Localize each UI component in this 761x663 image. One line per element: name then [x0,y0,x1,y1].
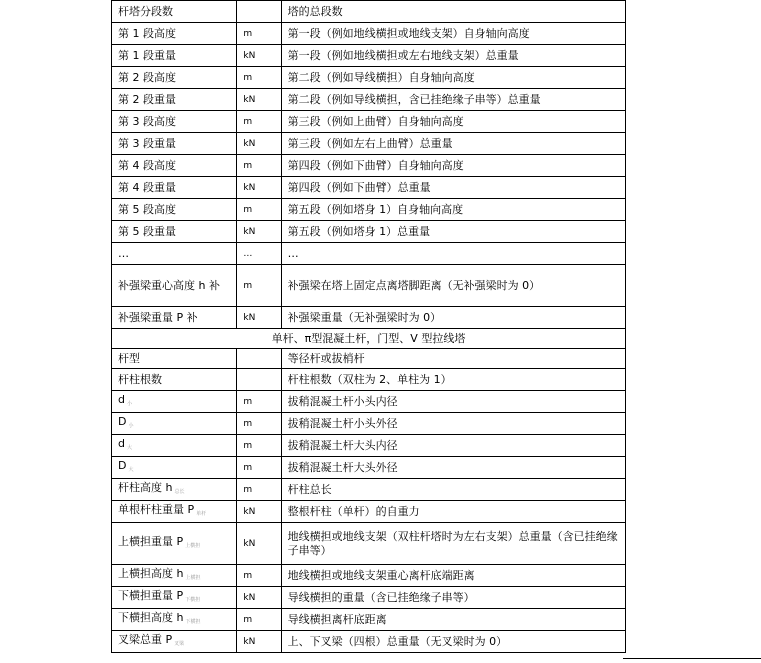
param-unit: m [237,565,281,587]
param-name-cell [112,369,237,391]
param-unit: m [237,111,281,133]
param-unit: m [237,67,281,89]
param-unit: kN [237,523,281,565]
table-row [112,243,626,265]
table-row [112,479,626,501]
table-row [112,177,626,199]
param-name: 杆型 [118,351,140,365]
param-name: 第 5 段重量 [118,224,176,238]
param-description: 塔的总段数 [281,1,625,23]
table-row [112,391,626,413]
param-subscript: 上横担 [185,574,201,581]
param-description: 拔稍混凝土杆大头外径 [281,457,625,479]
param-unit: m [237,23,281,45]
table-row [112,457,626,479]
param-name: D [118,458,127,472]
param-unit: m [237,413,281,435]
param-name-cell [112,523,237,565]
param-name: 杆塔分段数 [118,4,173,18]
param-description: 补强梁重量（无补强梁时为 0） [281,307,625,329]
table-row [112,587,626,609]
param-subscript: 叉梁 [174,640,185,647]
param-name-cell [112,587,237,609]
param-description: 第四段（例如下曲臂）总重量 [281,177,625,199]
param-name-cell [112,221,237,243]
param-name: 上横担重量 P [118,534,184,548]
table-row [112,45,626,67]
param-description: 第五段（例如塔身 1）自身轴向高度 [281,199,625,221]
param-subscript: 大 [126,444,132,451]
param-name-cell [112,435,237,457]
param-name: 第 2 段重量 [118,92,176,106]
table-row [112,609,626,631]
param-description: 第四段（例如下曲臂）自身轴向高度 [281,155,625,177]
param-name: 下横担重量 P [118,588,184,602]
table-row [112,23,626,45]
param-description: 杆柱总长 [281,479,625,501]
section-heading-row [112,329,626,349]
param-name-cell [112,609,237,631]
param-description: 拔稍混凝土杆大头内径 [281,435,625,457]
param-name-cell [112,307,237,329]
table-row [112,89,626,111]
param-subscript: 大 [128,466,134,473]
param-subscript: 下横担 [185,596,201,603]
table-row [112,565,626,587]
param-subscript: 上横担 [185,542,201,549]
table-row [112,111,626,133]
param-unit: m [237,435,281,457]
param-name-cell [112,243,237,265]
param-name: d [118,436,125,450]
param-name-cell [112,177,237,199]
param-subscript: 下横担 [185,618,201,625]
param-unit: kN [237,45,281,67]
param-name-cell [112,265,237,307]
param-description: … [281,243,625,265]
param-name: D [118,414,127,428]
param-name: 第 3 段重量 [118,136,176,150]
param-unit: m [237,479,281,501]
table-row [112,133,626,155]
param-name: … [118,246,129,260]
table-row [112,199,626,221]
param-unit: m [237,265,281,307]
param-unit: m [237,199,281,221]
param-name-cell [112,89,237,111]
table-row [112,435,626,457]
param-subscript: 单杆 [196,510,207,517]
param-name: 叉梁总重 P [118,632,173,646]
table-row [112,501,626,523]
param-unit: kN [237,133,281,155]
param-name-cell [112,565,237,587]
param-description: 第三段（例如左右上曲臂）总重量 [281,133,625,155]
table-row [112,307,626,329]
param-name: 第 1 段高度 [118,26,176,40]
param-description: 第二段（例如导线横担）自身轴向高度 [281,67,625,89]
section-heading: 单杆、π型混凝土杆，门型、V 型拉线塔 [112,329,626,349]
param-name: 第 4 段高度 [118,158,176,172]
parameter-table [111,0,626,653]
param-description: 导线横担的重量（含已挂绝缘子串等） [281,587,625,609]
param-name-cell [112,111,237,133]
param-subscript: 小 [128,422,134,429]
param-name: 补强梁重量 P 补 [118,310,198,324]
table-row [112,1,626,23]
param-name-cell [112,501,237,523]
table-row [112,349,626,369]
param-unit: m [237,609,281,631]
param-description: 导线横担离杆底距离 [281,609,625,631]
table-row [112,523,626,565]
param-description: 拔稍混凝土杆小头内径 [281,391,625,413]
param-name-cell [112,45,237,67]
table-row [112,369,626,391]
param-name-cell [112,67,237,89]
param-description: 整根杆柱（单杆）的自重力 [281,501,625,523]
table-body [112,1,626,653]
param-name-cell [112,391,237,413]
param-name-cell [112,631,237,653]
bottom-rule [623,658,761,659]
param-name-cell [112,479,237,501]
table-row [112,413,626,435]
param-description: 上、下叉梁（四根）总重量（无叉梁时为 0） [281,631,625,653]
param-unit [237,349,281,369]
param-unit: kN [237,177,281,199]
param-unit: kN [237,501,281,523]
table-row [112,221,626,243]
table-row [112,67,626,89]
param-name: 上横担高度 h [118,566,184,580]
param-unit: kN [237,221,281,243]
param-description: 拔稍混凝土杆小头外径 [281,413,625,435]
param-unit: m [237,457,281,479]
param-name: 第 5 段高度 [118,202,176,216]
param-unit: m [237,155,281,177]
param-name: 第 1 段重量 [118,48,176,62]
param-name: 杆柱高度 h [118,480,173,494]
param-name-cell [112,133,237,155]
param-unit: m [237,391,281,413]
param-name-cell [112,457,237,479]
param-description: 补强梁在塔上固定点离塔脚距离（无补强梁时为 0） [281,265,625,307]
param-unit: kN [237,587,281,609]
param-name-cell [112,155,237,177]
param-description: 第一段（例如地线横担或左右地线支架）总重量 [281,45,625,67]
param-unit [237,1,281,23]
param-name-cell [112,199,237,221]
param-unit: … [237,243,281,265]
table-row [112,631,626,653]
param-description: 地线横担或地线支架重心离杆底端距离 [281,565,625,587]
param-unit: kN [237,631,281,653]
param-description: 第二段（例如导线横担，含已挂绝缘子串等）总重量 [281,89,625,111]
param-name-cell [112,349,237,369]
param-subscript: 小 [126,400,132,407]
param-description: 第一段（例如地线横担或地线支架）自身轴向高度 [281,23,625,45]
param-unit [237,369,281,391]
param-description: 第三段（例如上曲臂）自身轴向高度 [281,111,625,133]
param-name: 补强梁重心高度 h 补 [118,278,220,292]
param-description: 地线横担或地线支架（双柱杆塔时为左右支架）总重量（含已挂绝缘子串等） [281,523,625,565]
param-name: 下横担高度 h [118,610,184,624]
param-name-cell [112,23,237,45]
param-name: 第 2 段高度 [118,70,176,84]
param-name: 第 4 段重量 [118,180,176,194]
param-name: d [118,392,125,406]
table-row [112,155,626,177]
param-description: 第五段（例如塔身 1）总重量 [281,221,625,243]
param-name-cell [112,1,237,23]
param-name: 第 3 段高度 [118,114,176,128]
param-unit: kN [237,89,281,111]
param-subscript: 总长 [174,488,185,495]
param-unit: kN [237,307,281,329]
param-description: 等径杆或拔梢杆 [281,349,625,369]
table-row [112,265,626,307]
param-name-cell [112,413,237,435]
param-name: 单根杆柱重量 P [118,502,195,516]
param-name: 杆柱根数 [118,372,162,386]
param-description: 杆柱根数（双柱为 2、单柱为 1） [281,369,625,391]
